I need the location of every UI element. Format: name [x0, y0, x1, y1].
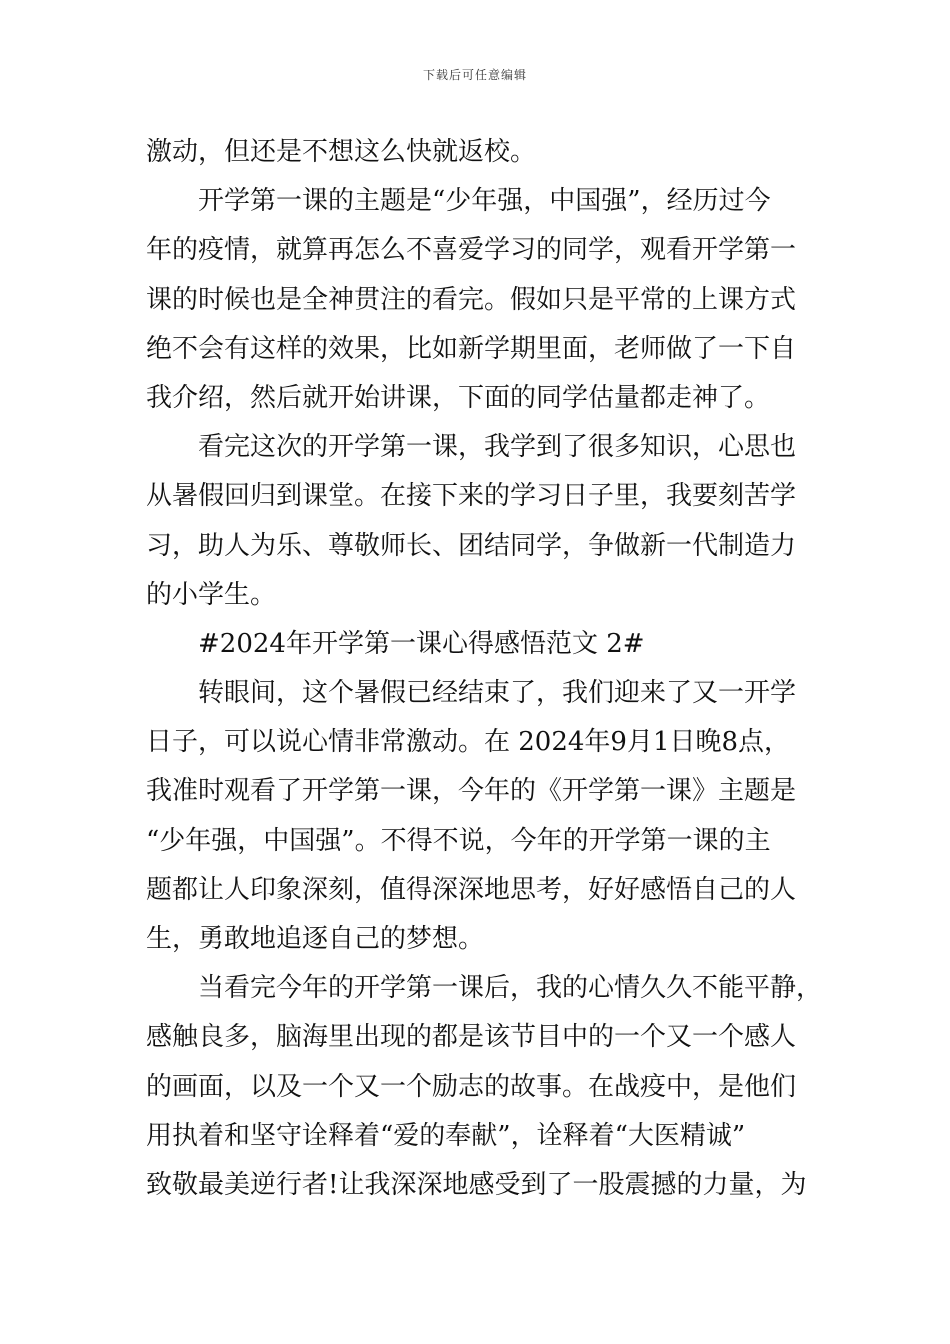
text-line: 从暑假回归到课堂。在接下来的学习日子里，我要刻苦学 [146, 481, 797, 512]
text-line: 课的时候也是全神贯注的看完。假如只是平常的上课方式 [146, 284, 797, 315]
text-line: 用执着和坚守诠释着“爱的奉献”，诠释着“大医精诚” [146, 1120, 746, 1151]
text-line: 我准时观看了开学第一课，今年的《开学第一课》主题是 [146, 776, 797, 807]
text-line: 看完这次的开学第一课，我学到了很多知识，心思也 [198, 432, 797, 463]
text-line: 习，助人为乐、尊敬师长、团结同学，争做新一代制造力 [146, 530, 797, 561]
text-line: 日子，可以说心情非常激动。在 2024年9月1日晚8点， [146, 727, 791, 758]
header-note: 下载后可任意编辑 [422, 68, 527, 82]
text-line: “少年强，中国强”。不得不说，今年的开学第一课的主 [146, 825, 771, 856]
text-line: 当看完今年的开学第一课后，我的心情久久不能平静， [198, 973, 823, 1004]
text-line: 生，勇敢地追逐自己的梦想。 [146, 924, 485, 954]
text-line: 转眼间，这个暑假已经结束了，我们迎来了又一开学 [198, 678, 797, 709]
text-line: 致敬最美逆行者!让我深深地感受到了一股震撼的力量，为 [146, 1169, 807, 1200]
text-line: #2024年开学第一课心得感悟范文 2# [198, 628, 645, 659]
text-line: 绝不会有这样的效果，比如新学期里面，老师做了一下自 [146, 333, 797, 364]
text-line: 的小学生。 [146, 579, 277, 610]
text-line: 年的疫情，就算再怎么不喜爱学习的同学，观看开学第一 [146, 235, 797, 266]
text-line: 开学第一课的主题是“少年强，中国强”，经历过今 [198, 186, 771, 217]
text-line: 感触良多，脑海里出现的都是该节目中的一个又一个感人 [146, 1022, 797, 1053]
text-line: 我介绍，然后就开始讲课，下面的同学估量都走神了。 [146, 382, 771, 413]
document-body [146, 128, 823, 1210]
text-line: 题都让人印象深刻，值得深深地思考，好好感悟自己的人 [146, 874, 797, 905]
text-line: 激动，但还是不想这么快就返校。 [146, 137, 537, 167]
text-line: 的画面，以及一个又一个励志的故事。在战疫中，是他们 [146, 1071, 797, 1102]
